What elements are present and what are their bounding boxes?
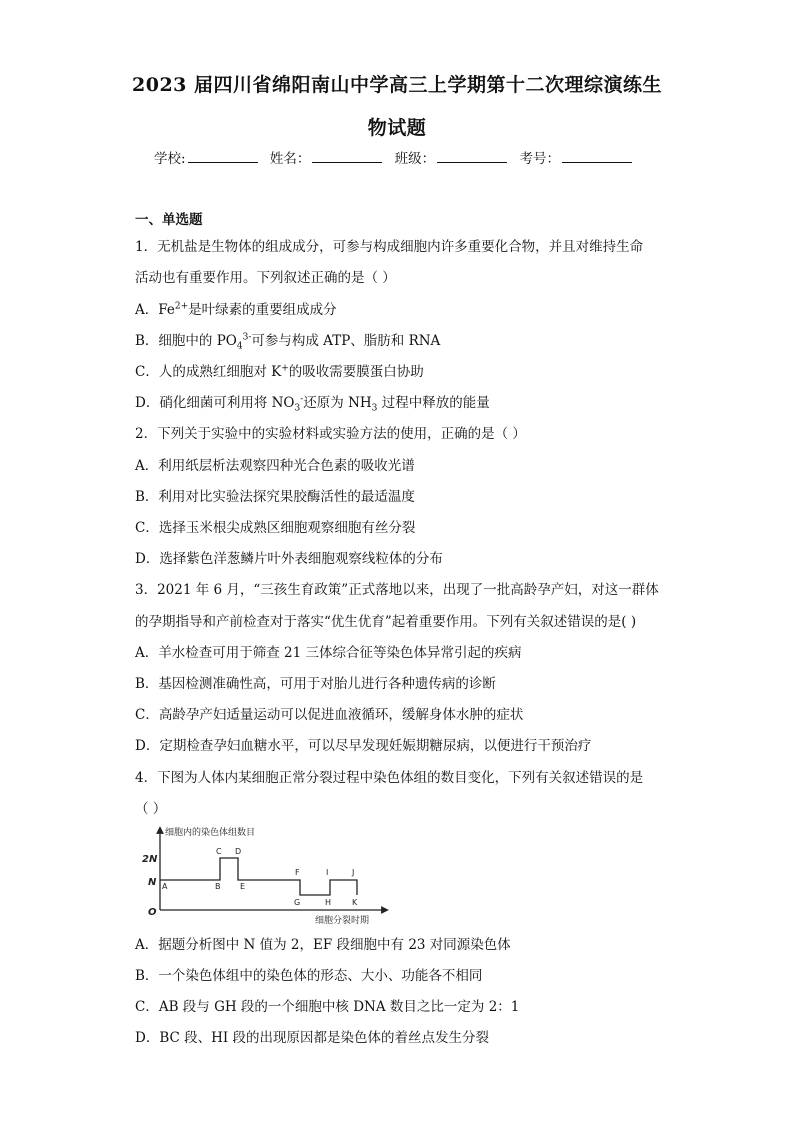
chromosome-set-chart	[140, 825, 390, 930]
q4-option-c: C．AB 段与 GH 段的一个细胞中核 DNA 数目之比一定为 2：1	[135, 999, 520, 1015]
q4-stem-line2: （ ）	[135, 801, 167, 817]
q1-c-text1: C．人的成熟红细胞对 K	[135, 364, 282, 380]
point-label-c: C	[216, 847, 222, 856]
point-label-g: G	[294, 898, 301, 907]
point-label-d: D	[235, 847, 242, 856]
school-label: 学校:	[154, 151, 186, 167]
point-label-i: I	[326, 868, 329, 877]
q1-a-text1: A．Fe	[135, 302, 175, 318]
name-blank[interactable]	[312, 150, 382, 163]
chart-point-labels	[162, 847, 358, 907]
id-label: 考号：	[519, 151, 560, 167]
q1-stem-line2: 活动也有重要作用。下列叙述正确的是（ ）	[135, 270, 396, 286]
q1-c-sup: +	[281, 363, 289, 374]
q1-option-c	[135, 360, 424, 380]
point-label-j: J	[352, 868, 355, 877]
q1-b-sub: 4	[236, 341, 243, 352]
paper-title-line1: 2023 届四川省绵阳南山中学高三上学期第十二次理综演练生	[132, 74, 662, 96]
q1-b-text1: B．细胞中的 PO	[135, 333, 237, 349]
point-label-h: H	[325, 898, 332, 907]
q3-stem-line2: 的孕期指导和产前检查对于落实“优生优育”起着重要作用。下列有关叙述错误的是( )	[135, 614, 637, 630]
q1-a-sup: 2+	[174, 301, 189, 312]
q3-option-a: A．羊水检查可用于筛查 21 三体综合征等染色体异常引起的疾病	[135, 645, 522, 661]
class-blank[interactable]	[437, 150, 507, 163]
q2-stem: 2．下列关于实验中的实验材料或实验方法的使用，正确的是（ ）	[135, 426, 526, 442]
x-axis-label: 细胞分裂时期	[315, 916, 370, 926]
q1-d-sup: -	[300, 394, 304, 405]
student-info-row	[0, 147, 794, 167]
point-label-k: K	[352, 898, 358, 907]
y-axis-label: 细胞内的染色体组数目	[165, 828, 256, 838]
y-tick-o: O	[148, 907, 157, 918]
point-label-a: A	[162, 882, 168, 891]
q4-stem-line1: 4．下图为人体内某细胞正常分裂过程中染色体组的数目变化，下列有关叙述错误的是	[135, 770, 644, 786]
q3-option-b: B．基因检测准确性高，可用于对胎儿进行各种遗传病的诊断	[135, 676, 496, 692]
q1-d-text2: 还原为 NH	[303, 395, 372, 411]
q4-option-a: A．据题分析图中 N 值为 2，EF 段细胞中有 23 对同源染色体	[135, 937, 511, 953]
y-tick-2n: 2N	[142, 854, 158, 865]
q1-stem-line1: 1．无机盐是生物体的组成成分，可参与构成细胞内许多重要化合物，并且对维持生命	[135, 239, 644, 255]
q3-option-c: C．高龄孕产妇适量运动可以促进血液循环，缓解身体水肿的症状	[135, 707, 524, 723]
q1-option-a	[135, 298, 337, 318]
q2-option-a: A．利用纸层析法观察四种光合色素的吸收光谱	[135, 458, 415, 474]
school-blank[interactable]	[188, 150, 258, 163]
q1-b-text2: 可参与构成 ATP、脂肪和 RNA	[251, 333, 441, 349]
y-tick-n: N	[148, 877, 157, 888]
point-label-b: B	[215, 882, 221, 891]
q2-option-d: D．选择紫色洋葱鳞片叶外表细胞观察线粒体的分布	[135, 551, 443, 567]
q1-d-text1: D．硝化细菌可利用将 NO	[135, 395, 295, 411]
q2-option-b: B．利用对比实验法探究果胶酶活性的最适温度	[135, 489, 415, 505]
q1-b-sup: 3-	[242, 332, 252, 343]
id-blank[interactable]	[562, 150, 632, 163]
q1-d-text3: 过程中释放的能量	[377, 395, 490, 411]
q1-option-d	[135, 391, 490, 414]
q4-option-d: D．BC 段、HI 段的出现原因都是染色体的着丝点发生分裂	[135, 1030, 490, 1046]
point-label-f: F	[295, 868, 300, 877]
name-label: 姓名：	[269, 151, 311, 167]
class-label: 班级：	[394, 151, 436, 167]
q3-option-d: D．定期检查孕妇血糖水平，可以尽早发现妊娠期糖尿病，以便进行干预治疗	[135, 738, 592, 754]
q2-option-c: C．选择玉米根尖成熟区细胞观察细胞有丝分裂	[135, 520, 416, 536]
q1-a-text2: 是叶绿素的重要组成成分	[188, 302, 337, 318]
point-label-e: E	[240, 882, 246, 891]
q1-d-sub2: 3	[371, 403, 378, 414]
q3-stem-line1: 3．2021 年 6 月，“三孩生育政策”正式落地以来，出现了一批高龄孕产妇，对这一群体	[135, 582, 659, 598]
q4-option-b: B．一个染色体组中的染色体的形态、大小、功能各不相同	[135, 968, 483, 984]
q1-option-b	[135, 329, 440, 352]
q1-d-sub1: 3	[294, 403, 301, 414]
section-heading: 一、单选题	[135, 212, 203, 228]
q1-c-text2: 的吸收需要膜蛋白协助	[288, 364, 424, 380]
paper-title-line2: 物试题	[367, 117, 427, 139]
